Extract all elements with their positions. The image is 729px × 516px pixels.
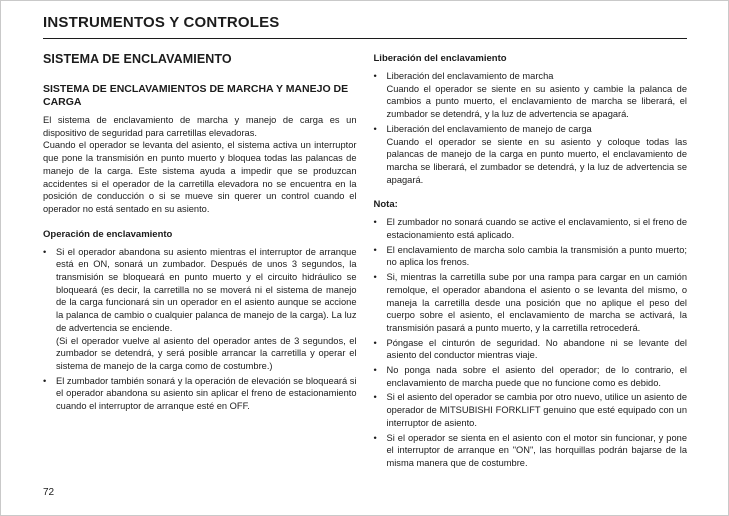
bullet-body-text: Cuando el operador se siente en su asiento y cambie la palanca de cambios a punto muerto, el enclavamiento de marcha se liberará, el zumbador se detendrá, y la luz de advertencia se apagará.	[386, 83, 687, 120]
release-heading: Liberación del enclavamiento	[373, 53, 507, 64]
bullet-icon	[374, 391, 387, 429]
list-item	[374, 364, 688, 389]
bullet-body-text: Cuando el operador se siente en su asiento y coloque todas las palancas de manejo de la carga en punto muerto, el enclavamiento de marcha se liberará, el zumbador se detendrá, y la luz de advertencia se apagará.	[386, 136, 687, 185]
bullet-text: El zumbador no sonará cuando se active el enclavamiento, si el freno de estacionamiento está aplicado.	[386, 217, 687, 241]
subsection-title: SISTEMA DE ENCLAVAMIENTOS DE MARCHA Y MANEJO DE CARGA	[43, 83, 349, 108]
bullet-text: Si el operador se sienta en el asiento con el motor sin funcionar, y pone el interruptor de arranque en "ON", las horquillas podrán bajarse de la misma manera que de costumbre.	[386, 432, 687, 468]
paragraph: Cuando el operador se levanta del asiento, el sistema activa un interruptor que pone la transmisión en punto muerto y bloquea todas las palancas de manejo de la carga. Este sistema ayuda a impedir que se produzcan accidentes si el operador de la carretilla elevadora no se encuentra en la posición de conducción o si se mueve sin querer un control cuando el operador no está sentado en su asiento.	[43, 140, 357, 214]
bullet-icon	[374, 123, 387, 187]
bullet-icon	[374, 364, 387, 389]
list-item	[374, 244, 688, 269]
page-number: 72	[43, 487, 55, 498]
bullet-text: Si el asiento del operador se cambia por otro nuevo, utilice un asiento de operador de MITSUBISHI FORKLIFT genuino que esté equipado con un interruptor de asiento.	[386, 392, 687, 428]
list-item-text	[387, 70, 688, 121]
bullet-text: Si el operador abandona su asiento mientras el interruptor de arranque está en ON, sonará un zumbador. Después de unos 3 segundos, la transmisión se bloqueará en punto muerto y el circuito hidráulico se bloqueará (es decir, la carretilla no se moverá ni el sistema de manejo de la carga funcionará sin un operador en el asiento aunque se accione la palanca de cambio o cualquier palanca de manejo de la carga). La luz de advertencia se enciende.	[56, 246, 357, 333]
bullet-text: Póngase el cinturón de seguridad. No abandone ni se levante del asiento del conductor mientras viaje.	[386, 337, 687, 361]
list-item	[374, 216, 688, 241]
bullet-text: El zumbador también sonará y la operación de elevación se bloqueará si el operador abandona su asiento sin aplicar el freno de estacionamiento cuando el interruptor de arranque esté en OFF.	[56, 375, 357, 412]
list-item	[374, 337, 688, 362]
page-title: INSTRUMENTOS Y CONTROLES	[43, 14, 687, 39]
list-item-text	[56, 246, 357, 373]
bullet-icon	[374, 244, 387, 269]
list-item-text	[387, 123, 688, 187]
bullet-icon	[374, 216, 387, 241]
bullet-icon	[374, 432, 387, 470]
bullet-title: Liberación del enclavamiento de marcha	[386, 71, 554, 81]
operation-heading: Operación de enclavamiento	[43, 228, 173, 240]
bullet-icon	[374, 70, 387, 121]
list-item	[43, 246, 357, 373]
bullet-title: Liberación del enclavamiento de manejo de carga	[386, 123, 592, 134]
note-heading: Nota:	[373, 199, 398, 211]
bullet-text: No ponga nada sobre el asiento del operador; de lo contrario, el enclavamiento de marcha puede que no funcione como es debido.	[386, 365, 687, 388]
left-column	[43, 52, 357, 472]
list-item	[374, 70, 688, 121]
bullet-icon	[43, 375, 56, 413]
list-item	[374, 271, 688, 335]
bullet-text-continuation: (Si el operador vuelve al asiento del operador antes de 3 segundos, el zumbador se detendrá, y será posible arrancar la carretilla y operar el sistema de manejo de la carga como de costumbre.)	[56, 335, 357, 371]
bullet-icon	[374, 337, 387, 362]
paragraph: El sistema de enclavamiento de marcha y manejo de carga es un dispositivo de seguridad para carretillas elevadoras.	[43, 115, 357, 138]
list-item	[374, 391, 688, 429]
list-item	[374, 432, 688, 470]
bullet-icon	[374, 271, 387, 335]
bullet-icon	[43, 246, 56, 373]
section-title: SISTEMA DE ENCLAVAMIENTO	[43, 52, 232, 66]
list-item	[374, 123, 688, 187]
right-column	[374, 52, 688, 472]
list-item-text	[56, 375, 357, 413]
bullet-text: Si, mientras la carretilla sube por una rampa para cargar en un camión remolque, el operador abandona el asiento o se levanta del mismo, o maneja la carretilla desde una posición que no aplique el peso del cuerpo sobre el asiento, el enclavamiento de marcha se activará, la transmisión pasará a punto muerto, y la carretilla retrocederá.	[386, 272, 687, 333]
bullet-text: El enclavamiento de marcha solo cambia la transmisión a punto muerto; no aplica los frenos.	[386, 244, 687, 268]
list-item	[43, 375, 357, 413]
content-columns	[43, 52, 687, 472]
